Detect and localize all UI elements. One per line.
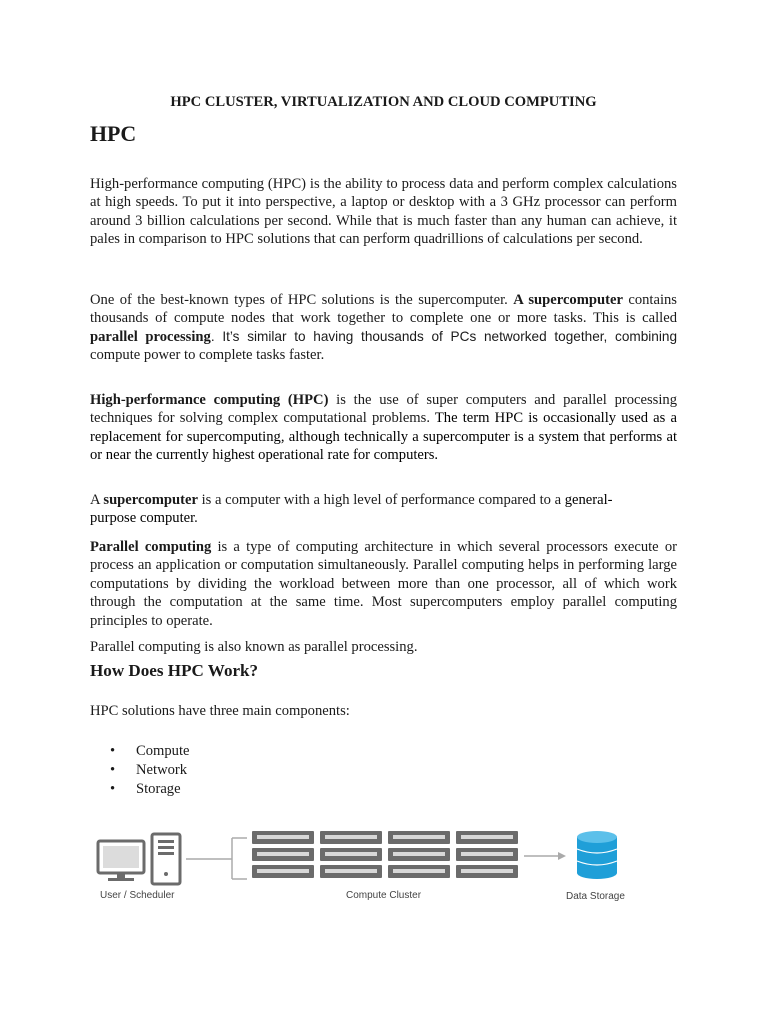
list-item-storage: • Storage (90, 780, 190, 799)
paragraph-hpc-definition: High-performance computing (HPC) is the ability to process data and perform complex calculations at high speeds. To put it into perspective, a laptop or desktop with a 3 GHz processor can perform around 3 billion calculations per second. While that is much faster than any human can achieve, it pales in comparison to HPC solutions that can perform quadrillions of calculations per second. (90, 176, 677, 248)
monitor-icon (98, 841, 144, 881)
paragraph-supercomputer-types: One of the best-known types of HPC solutions is the supercomputer. A supercomputer contains thousands of compute nodes that work together to complete one or more tasks. This is called parallel processing. It’s similar to having thousands of PCs networked together, combining compute power to complete tasks faster. (90, 292, 678, 364)
paragraph-hpc-use: High-performance computing (HPC) is the use of super computers and parallel processing techniques for solving complex computational problems. The term HPC is occasionally used as a replacement for supercomputing, although technically a supercomputer is a system that performs at or near the currently highest operational rate for computers. (90, 392, 677, 464)
arrow-right-icon (524, 852, 566, 860)
label-user-scheduler: User / Scheduler (100, 890, 175, 901)
database-icon (577, 831, 617, 879)
document-title: HPC CLUSTER, VIRTUALIZATION AND CLOUD COMPUTING (170, 94, 597, 110)
label-compute-cluster: Compute Cluster (346, 890, 422, 901)
list-item-compute: • Compute (90, 742, 190, 761)
hpc-architecture-diagram (92, 826, 652, 910)
paragraph-parallel-aka: Parallel computing is also known as parallel processing. (90, 639, 418, 655)
label-data-storage: Data Storage (566, 891, 625, 902)
paragraph-supercomputer-def: A supercomputer is a computer with a high level of performance compared to a general-purpose computer. (90, 492, 613, 527)
paragraph-parallel-computing: Parallel computing is a type of computing architecture in which several processors execute or process an application or computation simultaneously. Parallel computing helps in performing large computations by dividing the workload between more than one processor, all of which work through the computation at the same time. Most supercomputers employ parallel computing principles to operate. (90, 539, 677, 629)
heading-how-hpc-works: How Does HPC Work? (90, 661, 259, 680)
paragraph-components-intro: HPC solutions have three main components: (90, 703, 350, 719)
server-tower-icon (152, 834, 180, 884)
list-item-network: • Network (90, 761, 190, 780)
connector-bracket (186, 838, 247, 879)
section-heading-hpc: HPC (90, 121, 137, 146)
components-list (90, 742, 190, 799)
